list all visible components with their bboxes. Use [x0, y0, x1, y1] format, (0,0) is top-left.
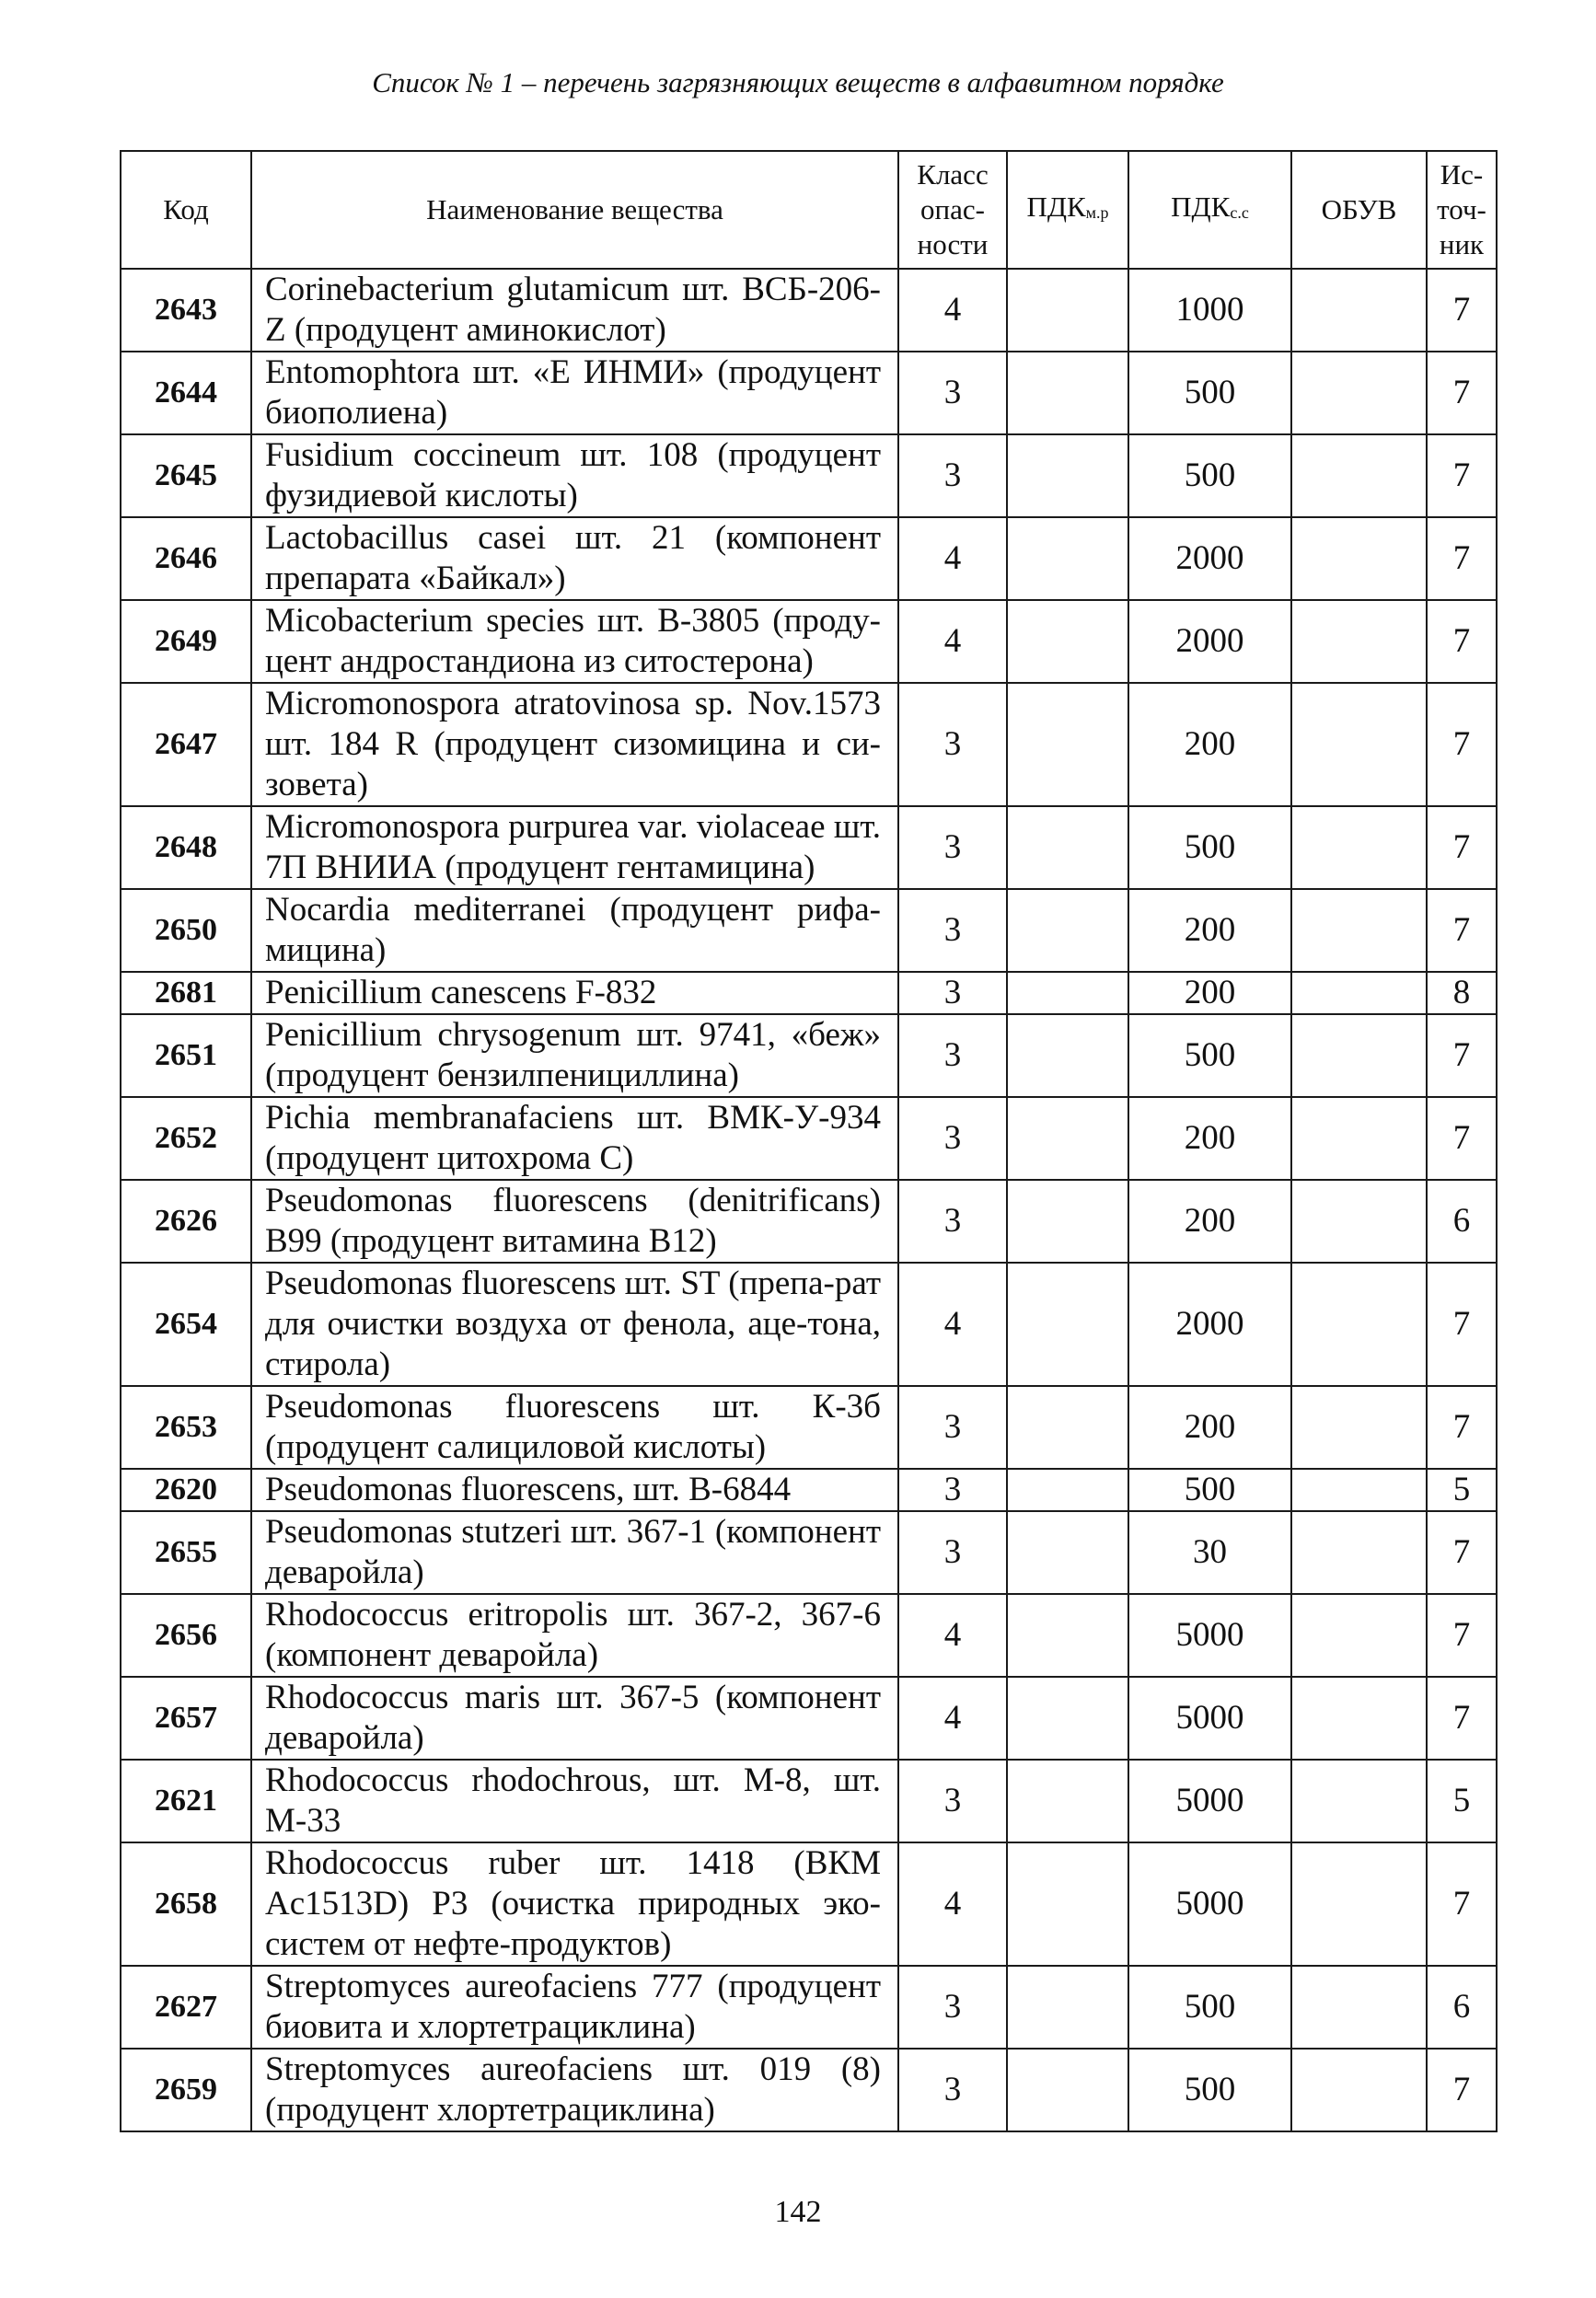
pdk-ss-cell: 200 [1128, 1386, 1291, 1469]
obuv-cell [1291, 1180, 1427, 1263]
pdk-ss-cell: 500 [1128, 1014, 1291, 1097]
pdk-mr-cell [1007, 434, 1128, 517]
hazard-class-cell: 4 [898, 1842, 1007, 1966]
hazard-class-cell: 3 [898, 434, 1007, 517]
pdk-mr-cell [1007, 1097, 1128, 1180]
pdk-mr-cell [1007, 683, 1128, 806]
substance-name-cell: Nocardia mediterranei (продуцент рифа-мицина) [251, 889, 898, 972]
obuv-cell [1291, 806, 1427, 889]
pdk-mr-cell [1007, 1594, 1128, 1677]
pdk-ss-cell: 200 [1128, 1097, 1291, 1180]
table-row [121, 2049, 1497, 2131]
obuv-cell [1291, 1097, 1427, 1180]
code-cell: 2652 [121, 1097, 251, 1180]
obuv-cell [1291, 1842, 1427, 1966]
substances-table-container [120, 150, 1496, 2132]
substance-name-cell: Pseudomonas fluorescens, шт. B-6844 [251, 1469, 898, 1511]
pdk-ss-cell: 30 [1128, 1511, 1291, 1594]
substance-name-cell: Micromonospora atratovinosa sp. Nov.1573 шт. 184 R (продуцент сизомицина и си-зовета) [251, 683, 898, 806]
obuv-cell [1291, 1594, 1427, 1677]
table-row [121, 1677, 1497, 1760]
pdk-ss-cell: 200 [1128, 1180, 1291, 1263]
pdk-ss-cell: 2000 [1128, 1263, 1291, 1386]
header-pdk-mr [1007, 151, 1128, 269]
substance-name-cell: Pseudomonas stutzeri шт. 367-1 (компонент деваройла) [251, 1511, 898, 1594]
header-name: Наименование вещества [251, 151, 898, 269]
substance-name-cell: Streptomyces aureofaciens шт. 019 (8) (продуцент хлортетрациклина) [251, 2049, 898, 2131]
code-cell: 2627 [121, 1966, 251, 2049]
pdk-ss-cell: 5000 [1128, 1842, 1291, 1966]
table-row [121, 1386, 1497, 1469]
obuv-cell [1291, 517, 1427, 600]
source-cell: 7 [1427, 1097, 1497, 1180]
header-source: Ис-точ-ник [1427, 151, 1497, 269]
obuv-cell [1291, 2049, 1427, 2131]
table-row [121, 517, 1497, 600]
pdk-ss-cell: 500 [1128, 352, 1291, 434]
code-cell: 2659 [121, 2049, 251, 2131]
hazard-class-cell: 3 [898, 1760, 1007, 1842]
code-cell: 2656 [121, 1594, 251, 1677]
substance-name-cell: Streptomyces aureofaciens 777 (продуцент биовита и хлортетрациклина) [251, 1966, 898, 2049]
table-row [121, 1097, 1497, 1180]
hazard-class-cell: 3 [898, 889, 1007, 972]
obuv-cell [1291, 1469, 1427, 1511]
table-row [121, 1180, 1497, 1263]
code-cell: 2681 [121, 972, 251, 1014]
source-cell: 8 [1427, 972, 1497, 1014]
code-cell: 2644 [121, 352, 251, 434]
hazard-class-cell: 3 [898, 972, 1007, 1014]
substance-name-cell: Micromonospora purpurea var. violaceae шт. 7П ВНИИА (продуцент гентамицина) [251, 806, 898, 889]
hazard-class-cell: 3 [898, 1180, 1007, 1263]
substance-name-cell: Pseudomonas fluorescens (denitrificans) B99 (продуцент витамина В12) [251, 1180, 898, 1263]
substance-name-cell: Entomophtora шт. «Е ИНМИ» (продуцент биополиена) [251, 352, 898, 434]
source-cell: 7 [1427, 1677, 1497, 1760]
substance-name-cell: Rhodococcus eritropolis шт. 367-2, 367-6 (компонент деваройла) [251, 1594, 898, 1677]
pdk-ss-cell: 500 [1128, 1966, 1291, 2049]
pdk-mr-cell [1007, 1511, 1128, 1594]
code-cell: 2658 [121, 1842, 251, 1966]
source-cell: 5 [1427, 1469, 1497, 1511]
substance-name-cell: Corinebacterium glutamicum шт. ВСБ-206-Z (продуцент аминокислот) [251, 269, 898, 352]
source-cell: 7 [1427, 269, 1497, 352]
pdk-ss-cell: 1000 [1128, 269, 1291, 352]
table-row [121, 1263, 1497, 1386]
pdk-ss-cell: 500 [1128, 434, 1291, 517]
obuv-cell [1291, 434, 1427, 517]
table-row [121, 434, 1497, 517]
source-cell: 7 [1427, 889, 1497, 972]
header-obuv: ОБУВ [1291, 151, 1427, 269]
source-cell: 7 [1427, 600, 1497, 683]
table-header-row [121, 151, 1497, 269]
source-cell: 7 [1427, 517, 1497, 600]
code-cell: 2620 [121, 1469, 251, 1511]
hazard-class-cell: 3 [898, 1966, 1007, 2049]
code-cell: 2651 [121, 1014, 251, 1097]
substance-name-cell: Pichia membranafaciens шт. ВМК-У-934 (продуцент цитохрома С) [251, 1097, 898, 1180]
substance-name-cell: Penicillium canescens F-832 [251, 972, 898, 1014]
obuv-cell [1291, 972, 1427, 1014]
table-row [121, 1594, 1497, 1677]
pdk-ss-cell: 5000 [1128, 1677, 1291, 1760]
table-body [121, 269, 1497, 2131]
substance-name-cell: Micobacterium species шт. В-3805 (проду-цент андростандиона из ситостерона) [251, 600, 898, 683]
code-cell: 2650 [121, 889, 251, 972]
hazard-class-cell: 4 [898, 1594, 1007, 1677]
hazard-class-cell: 3 [898, 1511, 1007, 1594]
pdk-mr-cell [1007, 1386, 1128, 1469]
obuv-cell [1291, 683, 1427, 806]
source-cell: 6 [1427, 1180, 1497, 1263]
pdk-mr-cell [1007, 600, 1128, 683]
source-cell: 5 [1427, 1760, 1497, 1842]
source-cell: 7 [1427, 352, 1497, 434]
pdk-ss-cell: 200 [1128, 889, 1291, 972]
table-row [121, 1842, 1497, 1966]
obuv-cell [1291, 1511, 1427, 1594]
hazard-class-cell: 3 [898, 2049, 1007, 2131]
source-cell: 7 [1427, 683, 1497, 806]
pdk-mr-cell [1007, 1677, 1128, 1760]
obuv-cell [1291, 269, 1427, 352]
table-row [121, 1014, 1497, 1097]
pdk-ss-cell: 5000 [1128, 1594, 1291, 1677]
code-cell: 2647 [121, 683, 251, 806]
code-cell: 2648 [121, 806, 251, 889]
page-number: 142 [774, 2195, 822, 2229]
table-row [121, 600, 1497, 683]
header-code: Код [121, 151, 251, 269]
code-cell: 2645 [121, 434, 251, 517]
table-row [121, 352, 1497, 434]
header-pdk-ss-label: ПДК [1171, 191, 1231, 223]
table-row [121, 806, 1497, 889]
pdk-ss-cell: 500 [1128, 806, 1291, 889]
code-cell: 2643 [121, 269, 251, 352]
pdk-mr-cell [1007, 1469, 1128, 1511]
hazard-class-cell: 4 [898, 517, 1007, 600]
table-row [121, 972, 1497, 1014]
header-pdk-ss [1128, 151, 1291, 269]
obuv-cell [1291, 1263, 1427, 1386]
header-pdk-mr-sub: м.р [1085, 203, 1109, 222]
pdk-ss-cell: 200 [1128, 972, 1291, 1014]
source-cell: 7 [1427, 806, 1497, 889]
substance-name-cell: Rhodococcus maris шт. 367-5 (компонент деваройла) [251, 1677, 898, 1760]
pdk-mr-cell [1007, 352, 1128, 434]
source-cell: 7 [1427, 1263, 1497, 1386]
pdk-mr-cell [1007, 1014, 1128, 1097]
source-cell: 7 [1427, 1594, 1497, 1677]
pdk-mr-cell [1007, 2049, 1128, 2131]
hazard-class-cell: 4 [898, 1263, 1007, 1386]
pdk-mr-cell [1007, 972, 1128, 1014]
hazard-class-cell: 3 [898, 806, 1007, 889]
substance-name-cell: Rhodococcus rhodochrous, шт. М-8, шт. М-33 [251, 1760, 898, 1842]
pdk-mr-cell [1007, 806, 1128, 889]
table-row [121, 889, 1497, 972]
obuv-cell [1291, 1760, 1427, 1842]
hazard-class-cell: 3 [898, 1469, 1007, 1511]
pdk-mr-cell [1007, 889, 1128, 972]
substance-name-cell: Penicillium chrysogenum шт. 9741, «беж» (продуцент бензилпенициллина) [251, 1014, 898, 1097]
code-cell: 2657 [121, 1677, 251, 1760]
code-cell: 2655 [121, 1511, 251, 1594]
obuv-cell [1291, 1014, 1427, 1097]
hazard-class-cell: 4 [898, 1677, 1007, 1760]
obuv-cell [1291, 1677, 1427, 1760]
header-pdk-ss-sub: с.с [1230, 203, 1249, 222]
hazard-class-cell: 4 [898, 600, 1007, 683]
code-cell: 2653 [121, 1386, 251, 1469]
obuv-cell [1291, 1966, 1427, 2049]
substance-name-cell: Rhodococcus ruber шт. 1418 (ВКМ Ac1513D) Р3 (очистка природных эко-систем от нефте-продуктов) [251, 1842, 898, 1966]
pdk-ss-cell: 5000 [1128, 1760, 1291, 1842]
hazard-class-cell: 3 [898, 1097, 1007, 1180]
code-cell: 2621 [121, 1760, 251, 1842]
code-cell: 2646 [121, 517, 251, 600]
hazard-class-cell: 4 [898, 269, 1007, 352]
source-cell: 7 [1427, 1014, 1497, 1097]
source-cell: 7 [1427, 1842, 1497, 1966]
pdk-mr-cell [1007, 269, 1128, 352]
obuv-cell [1291, 1386, 1427, 1469]
pdk-ss-cell: 500 [1128, 2049, 1291, 2131]
pdk-mr-cell [1007, 1263, 1128, 1386]
source-cell: 7 [1427, 2049, 1497, 2131]
table-row [121, 1966, 1497, 2049]
source-cell: 7 [1427, 1511, 1497, 1594]
substance-name-cell: Pseudomonas fluorescens шт. ST (препа-рат для очистки воздуха от фенола, аце-тона, стирола) [251, 1263, 898, 1386]
code-cell: 2626 [121, 1180, 251, 1263]
hazard-class-cell: 3 [898, 1386, 1007, 1469]
pdk-mr-cell [1007, 1760, 1128, 1842]
pdk-ss-cell: 2000 [1128, 600, 1291, 683]
substance-name-cell: Fusidium coccineum шт. 108 (продуцент фузидиевой кислоты) [251, 434, 898, 517]
pdk-ss-cell: 200 [1128, 683, 1291, 806]
table-row [121, 269, 1497, 352]
header-hazard-class: Класс опас-ности [898, 151, 1007, 269]
header-pdk-mr-label: ПДК [1026, 191, 1086, 223]
pdk-ss-cell: 500 [1128, 1469, 1291, 1511]
hazard-class-cell: 3 [898, 683, 1007, 806]
hazard-class-cell: 3 [898, 1014, 1007, 1097]
code-cell: 2649 [121, 600, 251, 683]
obuv-cell [1291, 889, 1427, 972]
source-cell: 7 [1427, 434, 1497, 517]
hazard-class-cell: 3 [898, 352, 1007, 434]
table-row [121, 1760, 1497, 1842]
code-cell: 2654 [121, 1263, 251, 1386]
substance-name-cell: Pseudomonas fluorescens шт. К-3б (продуцент салициловой кислоты) [251, 1386, 898, 1469]
source-cell: 6 [1427, 1966, 1497, 2049]
table-row [121, 1469, 1497, 1511]
substances-table [120, 150, 1498, 2132]
pdk-mr-cell [1007, 1842, 1128, 1966]
substance-name-cell: Lactobacillus casei шт. 21 (компонент препарата «Байкал») [251, 517, 898, 600]
source-cell: 7 [1427, 1386, 1497, 1469]
obuv-cell [1291, 600, 1427, 683]
table-row [121, 683, 1497, 806]
pdk-mr-cell [1007, 517, 1128, 600]
pdk-mr-cell [1007, 1966, 1128, 2049]
obuv-cell [1291, 352, 1427, 434]
table-row [121, 1511, 1497, 1594]
pdk-ss-cell: 2000 [1128, 517, 1291, 600]
page-title: Список № 1 – перечень загрязняющих веществ в алфавитном порядке [372, 66, 1224, 98]
pdk-mr-cell [1007, 1180, 1128, 1263]
